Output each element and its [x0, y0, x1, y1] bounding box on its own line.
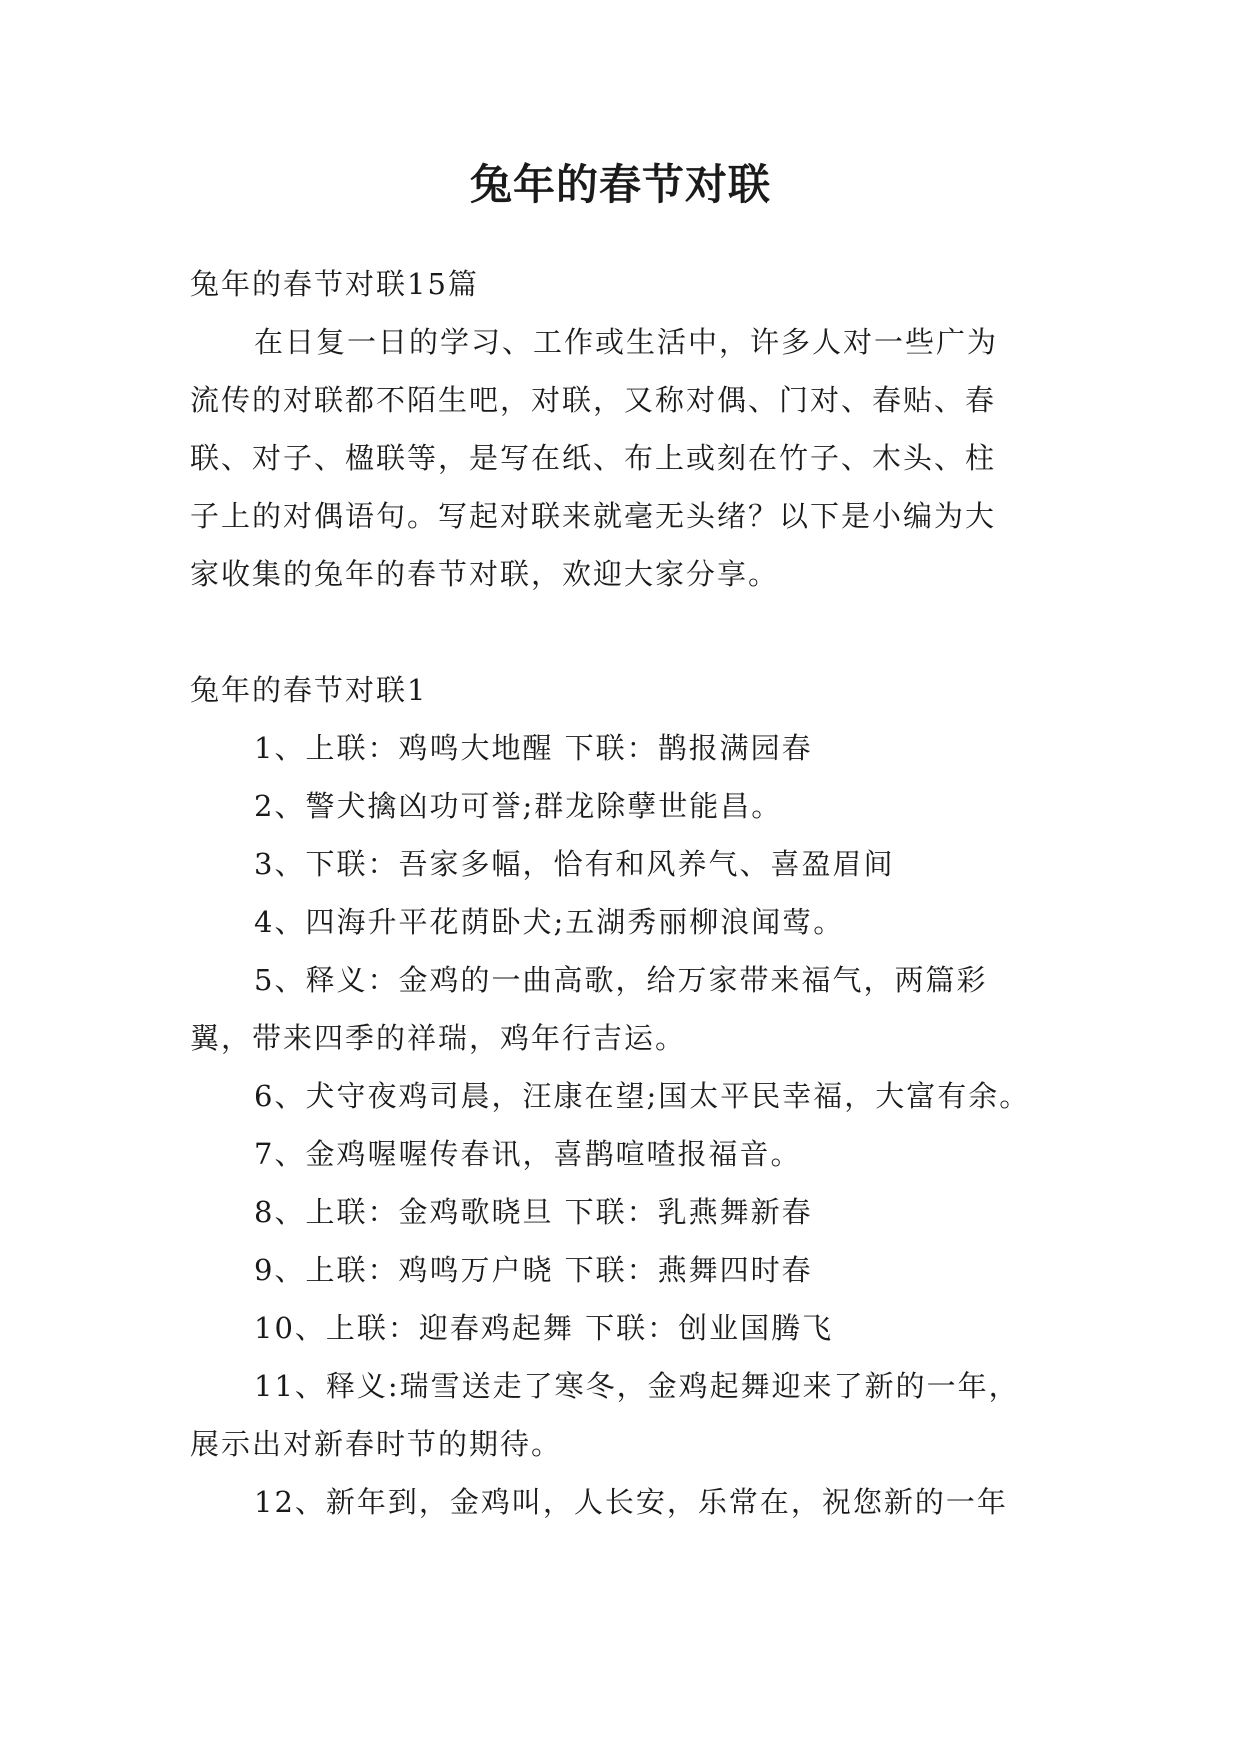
intro-line: 子上的对偶语句。写起对联来就毫无头绪？以下是小编为大 — [190, 499, 997, 533]
couplet-line: 1、上联：鸡鸣大地醒 下联：鹊报满园春 — [254, 731, 813, 765]
section-heading: 兔年的春节对联1 — [190, 673, 428, 707]
couplet-line: 翼，带来四季的祥瑞，鸡年行吉运。 — [190, 1021, 687, 1055]
couplet-line: 9、上联：鸡鸣万户晓 下联：燕舞四时春 — [254, 1253, 813, 1287]
intro-line: 家收集的兔年的春节对联，欢迎大家分享。 — [190, 557, 780, 591]
couplet-line: 4、四海升平花荫卧犬;五湖秀丽柳浪闻莺。 — [254, 905, 845, 939]
document-subtitle: 兔年的春节对联15篇 — [190, 267, 479, 301]
intro-line: 在日复一日的学习、工作或生活中，许多人对一些广为 — [254, 325, 999, 359]
couplet-line: 3、下联：吾家多幅，恰有和风养气、喜盈眉间 — [254, 847, 895, 881]
couplet-line: 5、释义：金鸡的一曲高歌，给万家带来福气，两篇彩 — [254, 963, 988, 997]
couplet-line: 展示出对新春时节的期待。 — [190, 1427, 563, 1461]
document-title: 兔年的春节对联 — [469, 160, 771, 209]
intro-line: 流传的对联都不陌生吧，对联，又称对偶、门对、春贴、春 — [190, 383, 997, 417]
couplet-line: 11、释义:瑞雪送走了寒冬，金鸡起舞迎来了新的一年， — [254, 1369, 1020, 1403]
intro-line: 联、对子、楹联等，是写在纸、布上或刻在竹子、木头、柱 — [190, 441, 997, 475]
couplet-line: 6、犬守夜鸡司晨，汪康在望;国太平民幸福，大富有余。 — [254, 1079, 1031, 1113]
couplet-line: 12、新年到，金鸡叫，人长安，乐常在，祝您新的一年 — [254, 1485, 1008, 1519]
couplet-line: 2、警犬擒凶功可誉;群龙除孽世能昌。 — [254, 789, 783, 823]
couplet-line: 8、上联：金鸡歌晓旦 下联：乳燕舞新春 — [254, 1195, 813, 1229]
couplet-line: 7、金鸡喔喔传春讯，喜鹊喧喳报福音。 — [254, 1137, 802, 1171]
couplet-line: 10、上联：迎春鸡起舞 下联：创业国腾飞 — [254, 1311, 834, 1345]
